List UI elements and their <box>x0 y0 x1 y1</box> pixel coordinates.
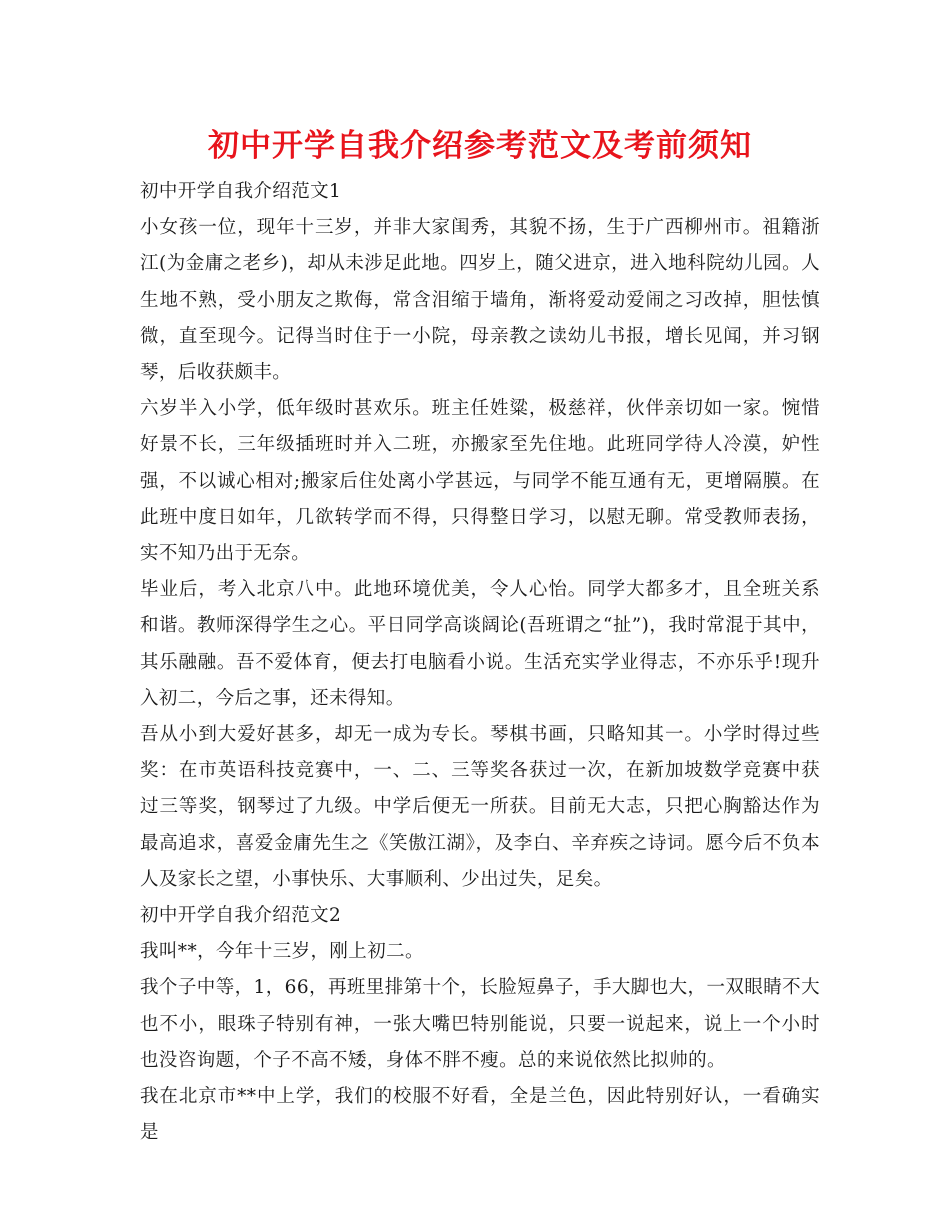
paragraph: 小女孩一位，现年十三岁，并非大家闺秀，其貌不扬，生于广西柳州市。祖籍浙江(为金庸之老乡)，却从未涉足此地。四岁上，随父进京，进入地科院幼儿园。人生地不熟，受小朋友之欺侮，常含泪缩于墙角，渐将爱动爱闹之习改掉，胆怯慎微，直至现今。记得当时住于一小院，母亲教之读幼儿书报，增长见闻，并习钢琴，后收获颇丰。 <box>140 217 820 384</box>
paragraph: 毕业后，考入北京八中。此地环境优美，令人心怡。同学大都多才，且全班关系和谐。教师深得学生之心。平日同学高谈阔论(吾班谓之“扯”)，我时常混于其中，其乐融融。吾不爱体育，便去打电脑看小说。生活充实学业得志，不亦乐乎!现升入初二，今后之事，还未得知。 <box>140 579 820 709</box>
document-title: 初中开学自我介绍参考范文及考前须知 <box>208 128 752 164</box>
paragraph: 我叫**，今年十三岁，刚上初二。 <box>140 941 424 963</box>
section-heading-1: 初中开学自我介绍范文1 <box>140 181 342 202</box>
paragraph: 六岁半入小学，低年级时甚欢乐。班主任姓粱，极慈祥，伙伴亲切如一家。惋惜好景不长，三年级插班时并入二班，亦搬家至先住地。此班同学待人冷漠，妒性强，不以诚心相对;搬家后住处离小学甚远，与同学不能互通有无，更增隔膜。在此班中度日如年，几欲转学而不得，只得整日学习，以慰无聊。常受教师表扬，实不知乃出于无奈。 <box>140 398 820 565</box>
paragraph: 吾从小到大爱好甚多，却无一成为专长。琴棋书画，只略知其一。小学时得过些奖：在市英语科技竞赛中，一、二、三等奖各获过一次，在新加坡数学竞赛中获过三等奖，钢琴过了九级。中学后便无一所获。目前无大志，只把心胸豁达作为最高追求，喜爱金庸先生之《笑傲江湖》，及李白、辛弃疾之诗词。愿今后不负本人及家长之望，小事快乐、大事顺利、少出过失，足矣。 <box>140 724 820 890</box>
paragraph: 我在北京市**中上学，我们的校服不好看，全是兰色，因此特别好认，一看确实是 <box>140 1086 820 1144</box>
document-body <box>140 174 820 1151</box>
section-heading-2: 初中开学自我介绍范文2 <box>140 905 342 927</box>
paragraph: 我个子中等，1，66，再班里排第十个，长脸短鼻子，手大脚也大，一双眼睛不大也不小，眼珠子特别有神，一张大嘴巴特别能说，只要一说起来，说上一个小时也没咨询题，个子不高不矮，身体不胖不瘦。总的来说依然比拟帅的。 <box>140 977 820 1071</box>
